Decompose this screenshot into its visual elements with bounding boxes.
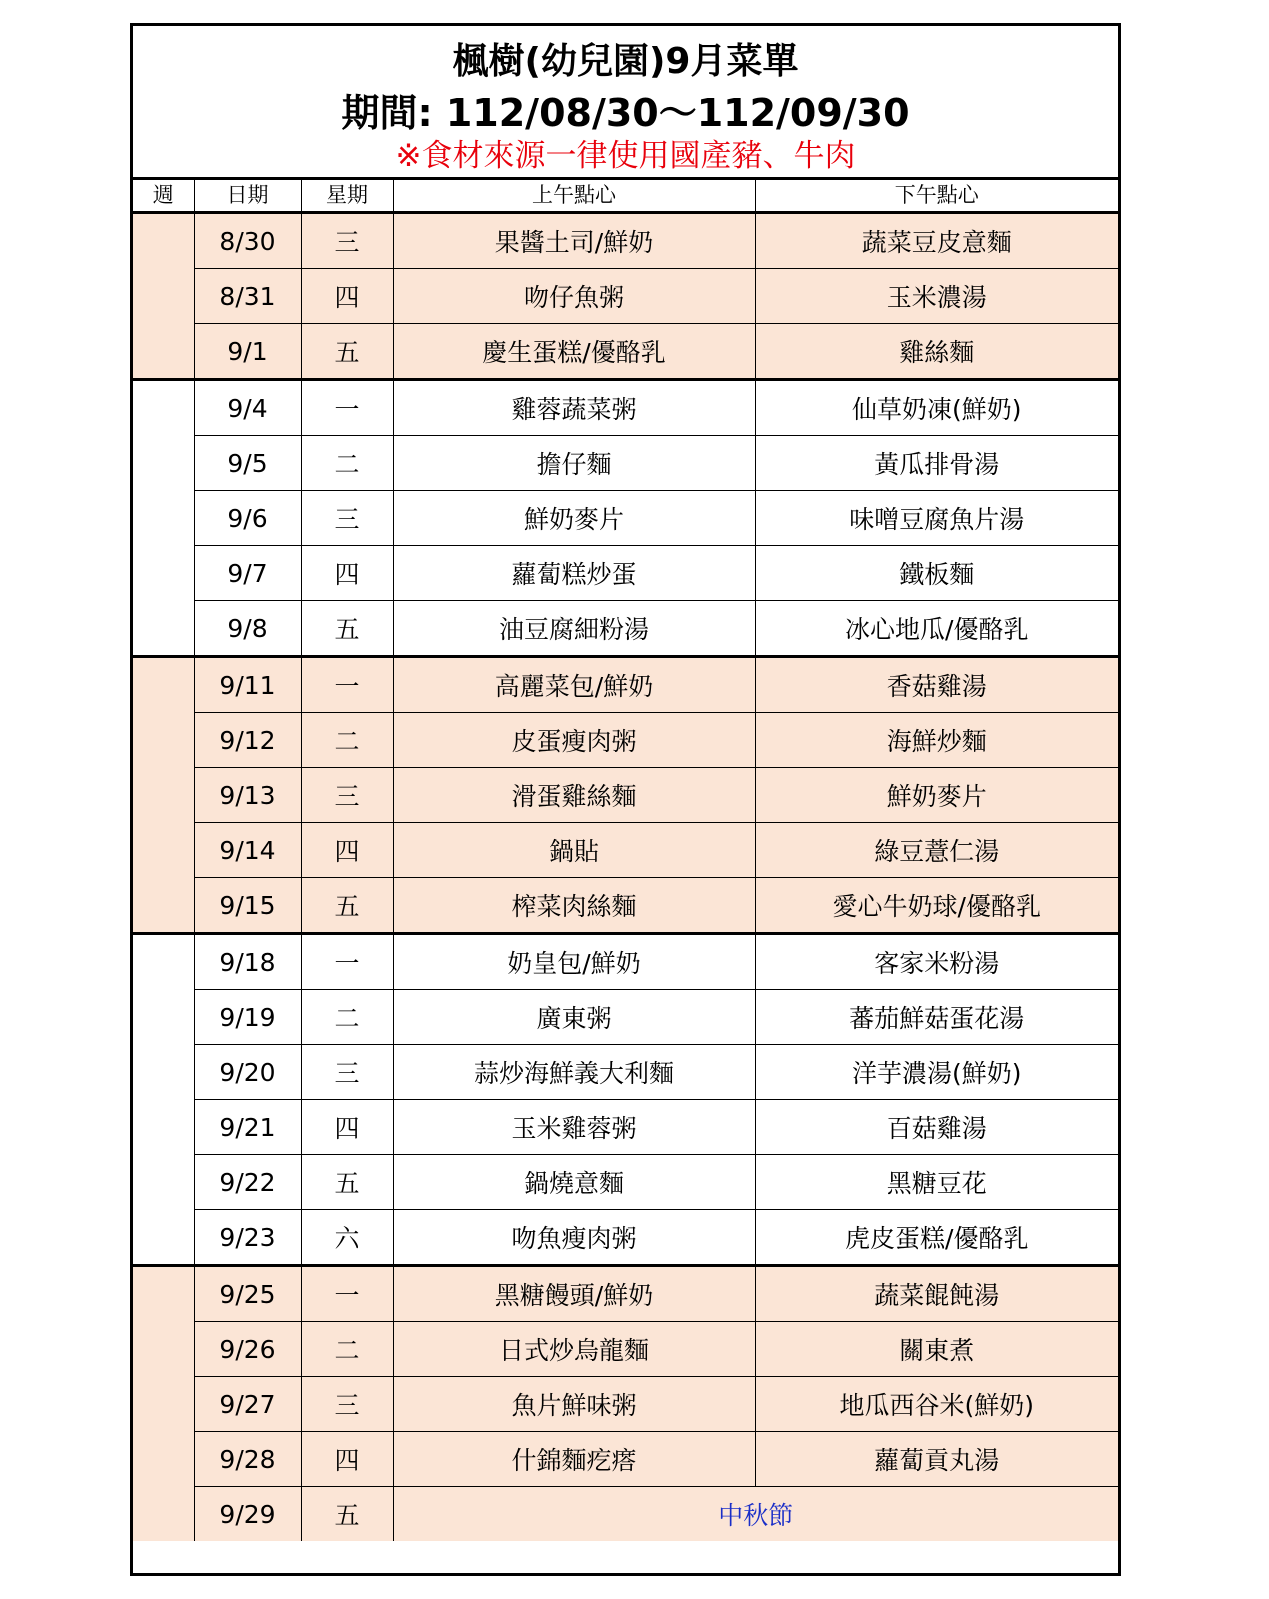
weekday-cell: 五 [301, 324, 393, 380]
menu-sheet [130, 23, 1121, 1576]
table-row [133, 1432, 1118, 1487]
table-row [133, 269, 1118, 324]
morning-snack-cell: 雞蓉蔬菜粥 [393, 380, 755, 436]
date-cell: 9/21 [194, 1100, 301, 1155]
afternoon-snack-cell: 愛心牛奶球/優酪乳 [755, 878, 1118, 934]
title-block [133, 26, 1118, 180]
date-cell: 9/18 [194, 934, 301, 990]
table-row [133, 990, 1118, 1045]
afternoon-snack-cell: 百菇雞湯 [755, 1100, 1118, 1155]
menu-title: 楓樹(幼兒園)9月菜單 [452, 41, 799, 82]
weekday-cell: 一 [301, 380, 393, 436]
menu-period: 期間: 112/08/30～112/09/30 [341, 91, 910, 135]
weekday-cell: 三 [301, 1377, 393, 1432]
table-row [133, 436, 1118, 491]
date-cell: 9/6 [194, 491, 301, 546]
afternoon-snack-cell: 蔬菜豆皮意麵 [755, 213, 1118, 269]
table-row [133, 768, 1118, 823]
afternoon-snack-cell: 關東煮 [755, 1322, 1118, 1377]
date-cell: 9/26 [194, 1322, 301, 1377]
table-row [133, 1100, 1118, 1155]
table-row [133, 1377, 1118, 1432]
weekday-cell: 一 [301, 934, 393, 990]
header-date: 日期 [194, 178, 301, 213]
morning-snack-cell: 玉米雞蓉粥 [393, 1100, 755, 1155]
morning-snack-cell: 慶生蛋糕/優酪乳 [393, 324, 755, 380]
morning-snack-cell: 蒜炒海鮮義大利麵 [393, 1045, 755, 1100]
date-cell: 9/19 [194, 990, 301, 1045]
header-weekday: 星期 [301, 178, 393, 213]
weekday-cell: 四 [301, 823, 393, 878]
header-week: 週 [133, 178, 194, 213]
afternoon-snack-cell: 鐵板麵 [755, 546, 1118, 601]
afternoon-snack-cell: 蘿蔔貢丸湯 [755, 1432, 1118, 1487]
morning-snack-cell: 滑蛋雞絲麵 [393, 768, 755, 823]
table-row [133, 1266, 1118, 1322]
weekday-cell: 三 [301, 768, 393, 823]
menu-table [133, 177, 1118, 1541]
afternoon-snack-cell: 黃瓜排骨湯 [755, 436, 1118, 491]
date-cell: 9/11 [194, 657, 301, 713]
weekday-cell: 五 [301, 601, 393, 657]
table-row [133, 713, 1118, 768]
weekday-cell: 四 [301, 269, 393, 324]
morning-snack-cell: 鍋燒意麵 [393, 1155, 755, 1210]
morning-snack-cell: 魚片鮮味粥 [393, 1377, 755, 1432]
week-cell [133, 657, 194, 934]
afternoon-snack-cell: 客家米粉湯 [755, 934, 1118, 990]
afternoon-snack-cell: 海鮮炒麵 [755, 713, 1118, 768]
morning-snack-cell: 什錦麵疙瘩 [393, 1432, 755, 1487]
date-cell: 9/15 [194, 878, 301, 934]
date-cell: 9/8 [194, 601, 301, 657]
week-cell [133, 213, 194, 380]
morning-snack-cell: 果醬土司/鮮奶 [393, 213, 755, 269]
afternoon-snack-cell: 虎皮蛋糕/優酪乳 [755, 1210, 1118, 1266]
morning-snack-cell: 榨菜肉絲麵 [393, 878, 755, 934]
date-cell: 9/28 [194, 1432, 301, 1487]
date-cell: 9/20 [194, 1045, 301, 1100]
table-row [133, 1487, 1118, 1542]
morning-snack-cell: 皮蛋瘦肉粥 [393, 713, 755, 768]
morning-snack-cell: 廣東粥 [393, 990, 755, 1045]
weekday-cell: 二 [301, 990, 393, 1045]
date-cell: 9/23 [194, 1210, 301, 1266]
morning-snack-cell: 擔仔麵 [393, 436, 755, 491]
afternoon-snack-cell: 雞絲麵 [755, 324, 1118, 380]
afternoon-snack-cell: 香菇雞湯 [755, 657, 1118, 713]
weekday-cell: 一 [301, 1266, 393, 1322]
holiday-cell: 中秋節 [393, 1487, 1118, 1542]
weekday-cell: 二 [301, 713, 393, 768]
afternoon-snack-cell: 洋芋濃湯(鮮奶) [755, 1045, 1118, 1100]
afternoon-snack-cell: 黑糖豆花 [755, 1155, 1118, 1210]
week-cell [133, 1266, 194, 1542]
weekday-cell: 二 [301, 1322, 393, 1377]
weekday-cell: 三 [301, 1045, 393, 1100]
table-row [133, 601, 1118, 657]
header-afternoon-snack: 下午點心 [755, 178, 1118, 213]
afternoon-snack-cell: 鮮奶麥片 [755, 768, 1118, 823]
table-row [133, 1045, 1118, 1100]
date-cell: 8/31 [194, 269, 301, 324]
table-row [133, 1155, 1118, 1210]
morning-snack-cell: 吻仔魚粥 [393, 269, 755, 324]
table-row [133, 213, 1118, 269]
weekday-cell: 三 [301, 491, 393, 546]
table-row [133, 823, 1118, 878]
morning-snack-cell: 蘿蔔糕炒蛋 [393, 546, 755, 601]
date-cell: 9/25 [194, 1266, 301, 1322]
afternoon-snack-cell: 味噌豆腐魚片湯 [755, 491, 1118, 546]
header-morning-snack: 上午點心 [393, 178, 755, 213]
menu-body [133, 213, 1118, 1542]
afternoon-snack-cell: 仙草奶凍(鮮奶) [755, 380, 1118, 436]
morning-snack-cell: 吻魚瘦肉粥 [393, 1210, 755, 1266]
header-row [133, 178, 1118, 213]
morning-snack-cell: 油豆腐細粉湯 [393, 601, 755, 657]
weekday-cell: 五 [301, 1155, 393, 1210]
date-cell: 9/7 [194, 546, 301, 601]
weekday-cell: 四 [301, 1432, 393, 1487]
table-row [133, 1210, 1118, 1266]
weekday-cell: 五 [301, 878, 393, 934]
date-cell: 9/5 [194, 436, 301, 491]
afternoon-snack-cell: 綠豆薏仁湯 [755, 823, 1118, 878]
table-row [133, 380, 1118, 436]
date-cell: 8/30 [194, 213, 301, 269]
ingredient-note: ※食材來源一律使用國產豬、牛肉 [395, 138, 856, 174]
afternoon-snack-cell: 蕃茄鮮菇蛋花湯 [755, 990, 1118, 1045]
weekday-cell: 一 [301, 657, 393, 713]
weekday-cell: 六 [301, 1210, 393, 1266]
morning-snack-cell: 鮮奶麥片 [393, 491, 755, 546]
morning-snack-cell: 高麗菜包/鮮奶 [393, 657, 755, 713]
table-row [133, 657, 1118, 713]
date-cell: 9/1 [194, 324, 301, 380]
morning-snack-cell: 黑糖饅頭/鮮奶 [393, 1266, 755, 1322]
table-row [133, 324, 1118, 380]
week-cell [133, 934, 194, 1266]
morning-snack-cell: 鍋貼 [393, 823, 755, 878]
weekday-cell: 二 [301, 436, 393, 491]
afternoon-snack-cell: 蔬菜餛飩湯 [755, 1266, 1118, 1322]
morning-snack-cell: 日式炒烏龍麵 [393, 1322, 755, 1377]
date-cell: 9/14 [194, 823, 301, 878]
date-cell: 9/27 [194, 1377, 301, 1432]
date-cell: 9/13 [194, 768, 301, 823]
date-cell: 9/12 [194, 713, 301, 768]
date-cell: 9/4 [194, 380, 301, 436]
date-cell: 9/22 [194, 1155, 301, 1210]
table-row [133, 546, 1118, 601]
week-cell [133, 380, 194, 657]
afternoon-snack-cell: 地瓜西谷米(鮮奶) [755, 1377, 1118, 1432]
afternoon-snack-cell: 玉米濃湯 [755, 269, 1118, 324]
table-row [133, 878, 1118, 934]
date-cell: 9/29 [194, 1487, 301, 1542]
weekday-cell: 三 [301, 213, 393, 269]
afternoon-snack-cell: 冰心地瓜/優酪乳 [755, 601, 1118, 657]
table-row [133, 491, 1118, 546]
weekday-cell: 四 [301, 1100, 393, 1155]
table-row [133, 1322, 1118, 1377]
weekday-cell: 四 [301, 546, 393, 601]
table-row [133, 934, 1118, 990]
weekday-cell: 五 [301, 1487, 393, 1542]
morning-snack-cell: 奶皇包/鮮奶 [393, 934, 755, 990]
